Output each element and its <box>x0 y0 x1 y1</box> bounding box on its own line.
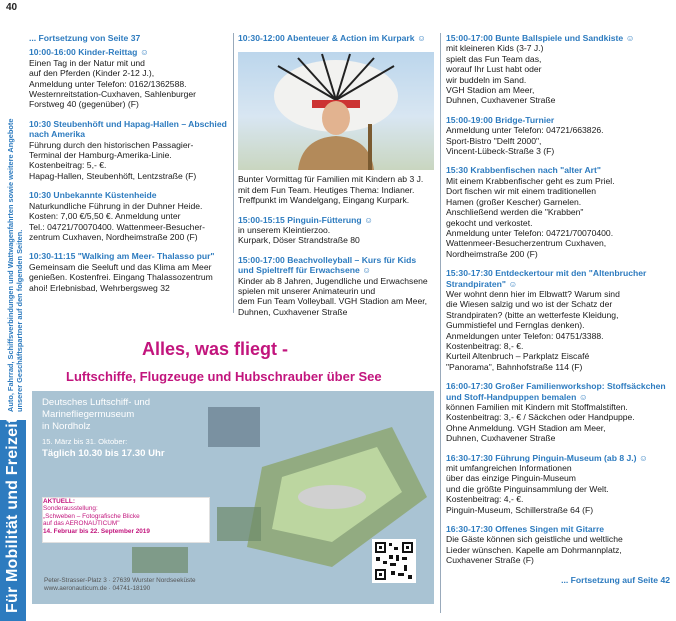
event-item <box>238 174 434 205</box>
event-heading: 16:00-17:30 Großer Familienworkshop: Stoffsäckchen und Stoff-Handpuppen bemalen ☺ <box>446 381 666 402</box>
event-body: Bunter Vormittag für Familien mit Kindern ab 3 J. mit dem Fun Team. Heutiges Thema: Indianer. Treffpunkt im Wandelgang, Eingang Kurpark. <box>238 174 424 206</box>
event-body: können Familien mit Kindern mit Stoffmalstiften. Kostenbeitrag: 3,- € / Säckchen oder Handpuppe. Ohne Anmeldung. VGH Stadion am Meer, Duhnen, Cuxhavener Straße <box>446 402 635 444</box>
event-list <box>29 47 232 293</box>
ad-special-exhibition: AKTUELL: Sonderausstellung: „Schweben – Fotografische Blicke auf das AERONAUTICUM" 14. Februar bis 22. September 2019 <box>42 497 210 543</box>
event-item <box>29 119 232 181</box>
event-heading: 10:30 Steubenhöft und Hapag-Hallen – Abschied nach Amerika <box>29 118 227 140</box>
event-body: in unserem Kleintierzoo. Kurpark, Döser Strandstraße 80 <box>238 225 360 246</box>
event-body: Gemeinsam die Seeluft und das Klima am Meer genießen. Kostenfrei. Eingang Thalassozentrum ahoi! Erlebnisbad, Wehrbergsweg 32 <box>29 261 213 293</box>
column-1 <box>29 33 232 302</box>
event-item <box>446 268 670 372</box>
event-body: Anmeldung unter Telefon: 04721/663826. Sport-Bistro "Delft 2000", Vincent-Lübeck-Straße 3 (F) <box>446 125 604 157</box>
event-item <box>29 251 232 293</box>
event-heading: 16:30-17:30 Führung Pinguin-Museum (ab 8 J.) ☺ <box>446 452 648 463</box>
continued-from: ... Fortsetzung von Seite 37 <box>29 33 141 43</box>
event-heading: 15:00-17:00 Bunte Ballspiele und Sandkiste ☺ <box>446 33 635 43</box>
event-item <box>29 190 232 242</box>
event-heading: 15:00-19:00 Bridge-Turnier <box>446 114 555 125</box>
event-body: mit kleineren Kids (3-7 J.) spielt das Fun Team das, worauf Ihr Lust habt oder wir buddeln im Sand. VGH Stadion am Meer, Duhnen, Cuxhavener Straße <box>446 43 556 106</box>
column-2 <box>238 33 434 326</box>
event-heading: 16:30-17:30 Offenes Singen mit Gitarre <box>446 524 605 535</box>
event-heading: 15:30 Krabbenfischen nach "alter Art" <box>446 165 601 176</box>
sidebar-note: Auto, Fahrrad, Schiffsverbindungen und Wattwagenfahrten sowie weitere Angebote unserer Geschäftspartner auf den folgenden Seiten. <box>6 118 24 412</box>
event-body: Mit einem Krabbenfischer geht es zum Priel. Dort fischen wir mit einem traditionellen Hamen (großer Kescher) Garnelen. Anschließend werden die "Krabben" gekocht und verkostet. Anmeldung unter Telefon: 04721/70070400. Wattenmeer-Besucherzentrum Cuxhaven, Nordheimstraße 200 (F) <box>446 175 615 259</box>
event-item <box>446 33 670 106</box>
ad-museum-name: Deutsches Luftschiff- und Marinefliegermuseum in Nordholz <box>42 397 151 432</box>
ad-address: Peter-Strasser-Platz 3 · 27639 Wurster Nordseeküste www.aeronauticum.de · 04741-18190 <box>44 577 196 592</box>
event-body: Die Gäste können sich geistliche und weltliche Lieder wünschen. Kapelle am Dohrmannplatz, Cuxhavener Straße (F) <box>446 534 623 566</box>
ad-title: Alles, was fliegt - <box>142 339 289 359</box>
event-item <box>446 165 670 259</box>
event-item <box>446 115 670 157</box>
event-heading: 10:30-11:15 "Walking am Meer- Thalasso pur" <box>29 251 215 262</box>
event-item <box>29 47 232 109</box>
event-item <box>238 33 434 43</box>
ad-hours: Täglich 10.30 bis 17.30 Uhr <box>42 448 165 459</box>
column-divider <box>233 33 234 313</box>
event-body: Einen Tag in der Natur mit und auf den Pferden (Kinder 2-12 J.), Anmeldung unter Telefon: 0162/1362588. Westernreitstation-Cuxhaven, Sahlenburger Forstweg 40 (gegenüber) (F) <box>29 57 197 110</box>
event-item <box>446 524 670 566</box>
event-body: Kinder ab 8 Jahren, Jugendliche und Erwachsene spielen mit unserer Animateurin und dem Fun Team Volleyball. VGH Stadion am Meer, Duhnen, Cuxhavener Straße <box>238 275 428 317</box>
event-body: Wer wohnt denn hier im Elbwatt? Warum sind die Wiesen salzig und wo ist der Schatz der Strandpiraten? (bitte an wetterfeste Kleidung, Gummistiefel und Fernglas denken). Anmeldungen unter Telefon: 04751/3388. Kostenbeitrag: 8,- €. Kurteil Altenbruch – Parkplatz Eiscafé "Panorama", Bahnhofstraße 114 (F) <box>446 288 620 372</box>
aeronauticum-ad <box>32 317 434 604</box>
event-item <box>446 453 670 515</box>
ad-logo: AERONAUTICUM <box>55 347 125 354</box>
sidebar-title: Für Mobilität und Freizeit <box>4 417 21 613</box>
event-item <box>238 255 434 317</box>
ad-season: 15. März bis 31. Oktober: <box>42 437 128 446</box>
event-list <box>238 215 434 318</box>
qr-code-icon <box>374 541 414 581</box>
event-heading: 10:30-12:00 Abenteuer & Action im Kurpark ☺ <box>238 33 426 43</box>
continued-to: ... Fortsetzung auf Seite 42 <box>561 574 670 585</box>
column-3 <box>446 33 670 585</box>
column-divider <box>440 33 441 613</box>
event-heading: 10:30 Unbekannte Küstenheide <box>29 190 157 201</box>
event-body: Führung durch den historischen Passagier- Terminal der Hamburg-Amerika-Linie. Kostenbeitrag: 5,- €. Hapag-Hallen, Steubenhöft, Lentzstraße (F) <box>29 139 197 181</box>
event-heading: 15:00-15:15 Pinguin-Fütterung ☺ <box>238 214 373 225</box>
qr-code[interactable] <box>372 539 416 583</box>
event-item <box>238 215 434 246</box>
event-photo <box>238 52 434 170</box>
child-headdress-photo <box>238 52 434 170</box>
ad-subtitle: Luftschiffe, Flugzeuge und Hubschrauber über See <box>66 369 382 384</box>
event-heading: 15:00-17:00 Beachvolleyball – Kurs für Kids und Spieltreff für Erwachsene ☺ <box>238 254 417 276</box>
event-body: mit umfangreichen Informationen über das einzige Pinguin-Museum und die größte Pinguinsammlung der Welt. Kostenbeitrag: 4,- €. Pinguin-Museum, Schillerstraße 64 (F) <box>446 463 609 515</box>
event-item <box>446 381 670 443</box>
event-heading: 15:30-17:30 Entdeckertour mit den "Altenbrucher Strandpiraten" ☺ <box>446 268 647 289</box>
event-body: Naturkundliche Führung in der Duhner Heide. Kosten: 7,00 €/5,50 €. Anmeldung unter Tel.: 04721/70070400. Wattenmeer-Besucher- zentrum Cuxhaven, Nordheimstraße 200 (F) <box>29 200 205 242</box>
page-number: 40 <box>6 2 18 13</box>
event-heading: 10:00-16:00 Kinder-Reittag ☺ <box>29 47 149 58</box>
event-list <box>446 33 670 566</box>
